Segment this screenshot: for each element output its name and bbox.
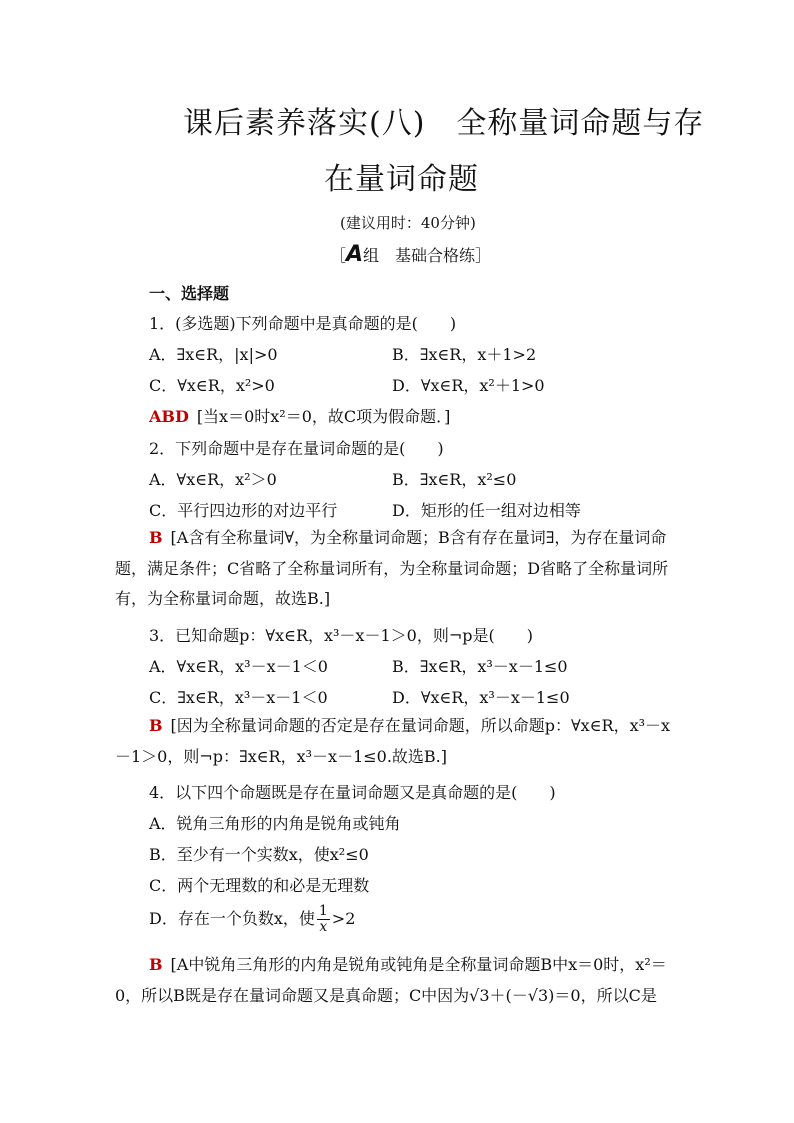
q3-explanation: [因为全称量词命题的否定是存在量词命题，所以命题p：∀x∈R，x³－x－1＞0，则¬p：∃x∈R，x³－x－1≤0.故选B.] bbox=[115, 716, 671, 766]
q1-answer bbox=[149, 404, 450, 427]
q2-option-b: B．∃x∈R，x²≤0 bbox=[392, 470, 517, 489]
q4-answer bbox=[115, 950, 680, 1011]
q3-option-a: A．∀x∈R，x³－x－1＜0 bbox=[149, 657, 328, 676]
q3-answer bbox=[115, 711, 680, 772]
q4-option-a: A．锐角三角形的内角是锐角或钝角 bbox=[149, 814, 401, 833]
q2-option-c: C．平行四边形的对边平行 bbox=[149, 501, 338, 520]
group-bracket-close: ］ bbox=[475, 246, 492, 265]
fraction-numerator: 1 bbox=[318, 903, 328, 919]
q2-explanation: [A含有全称量词∀，为全称量词命题；B含有存在量词∃，为存在量词命题，满足条件；C省略了全称量词所有，为全称量词命题；D省略了全称量词所有，为全称量词命题，故选B.] bbox=[115, 528, 669, 608]
q4-stem: 4．以下四个命题既是存在量词命题又是真命题的是( ) bbox=[149, 783, 556, 802]
page-title-line1: 课后素养落实(八) 全称量词命题与存 bbox=[183, 106, 705, 141]
q1-option-b: B．∃x∈R，x＋1>2 bbox=[392, 345, 537, 364]
time-note: (建议用时：40分钟) bbox=[340, 214, 476, 232]
q1-option-d: D．∀x∈R，x²＋1>0 bbox=[392, 376, 545, 395]
q3-option-b: B．∃x∈R，x³－x－1≤0 bbox=[392, 657, 568, 676]
q4-option-d-tail: >2 bbox=[331, 909, 356, 928]
q2-option-a: A．∀x∈R，x²＞0 bbox=[149, 470, 277, 489]
q4-explanation: [A中锐角三角形的内角是锐角或钝角是全称量词命题B中x＝0时，x²＝0，所以B既是存在量词命题又是真命题；C中因为√3＋(－√3)＝0，所以C是 bbox=[115, 955, 667, 1005]
fraction-denominator: x bbox=[319, 919, 328, 935]
q1-explanation: [当x＝0时x²＝0，故C项为假命题．] bbox=[196, 407, 451, 426]
q2-option-d: D．矩形的任一组对边相等 bbox=[392, 501, 581, 520]
q4-option-c: C．两个无理数的和必是无理数 bbox=[149, 876, 370, 895]
q3-stem: 3．已知命题p：∀x∈R，x³－x－1＞0，则¬p是( ) bbox=[149, 626, 533, 645]
q3-option-d: D．∀x∈R，x³－x－1≤0 bbox=[392, 688, 570, 707]
q2-answer-letter: B bbox=[149, 528, 163, 547]
group-heading bbox=[330, 242, 491, 267]
q3-answer-letter: B bbox=[149, 716, 163, 735]
q1-stem: 1．(多选题)下列命题中是真命题的是( ) bbox=[149, 314, 457, 333]
q1-answer-letter: ABD bbox=[149, 407, 189, 426]
q2-stem: 2．下列命题中是存在量词命题的是( ) bbox=[149, 439, 444, 458]
page-title-line2: 在量词命题 bbox=[324, 162, 479, 197]
q1-option-a: A．∃x∈R，|x|>0 bbox=[149, 345, 278, 364]
group-label: 组 基础合格练 bbox=[363, 246, 476, 265]
section-heading: 一、选择题 bbox=[149, 284, 230, 303]
q1-option-c: C．∀x∈R，x²>0 bbox=[149, 376, 275, 395]
q4-option-d-text: D．存在一个负数x，使 bbox=[149, 909, 315, 928]
group-bracket-open: ［ bbox=[330, 246, 347, 265]
q4-option-b: B．至少有一个实数x，使x²≤0 bbox=[149, 845, 369, 864]
q2-answer bbox=[115, 523, 680, 615]
q3-option-c: C．∃x∈R，x³－x－1＜0 bbox=[149, 688, 328, 707]
q4-answer-letter: B bbox=[149, 955, 163, 974]
group-letter: A bbox=[346, 242, 364, 267]
q4-option-d bbox=[149, 904, 355, 935]
fraction bbox=[317, 904, 330, 935]
